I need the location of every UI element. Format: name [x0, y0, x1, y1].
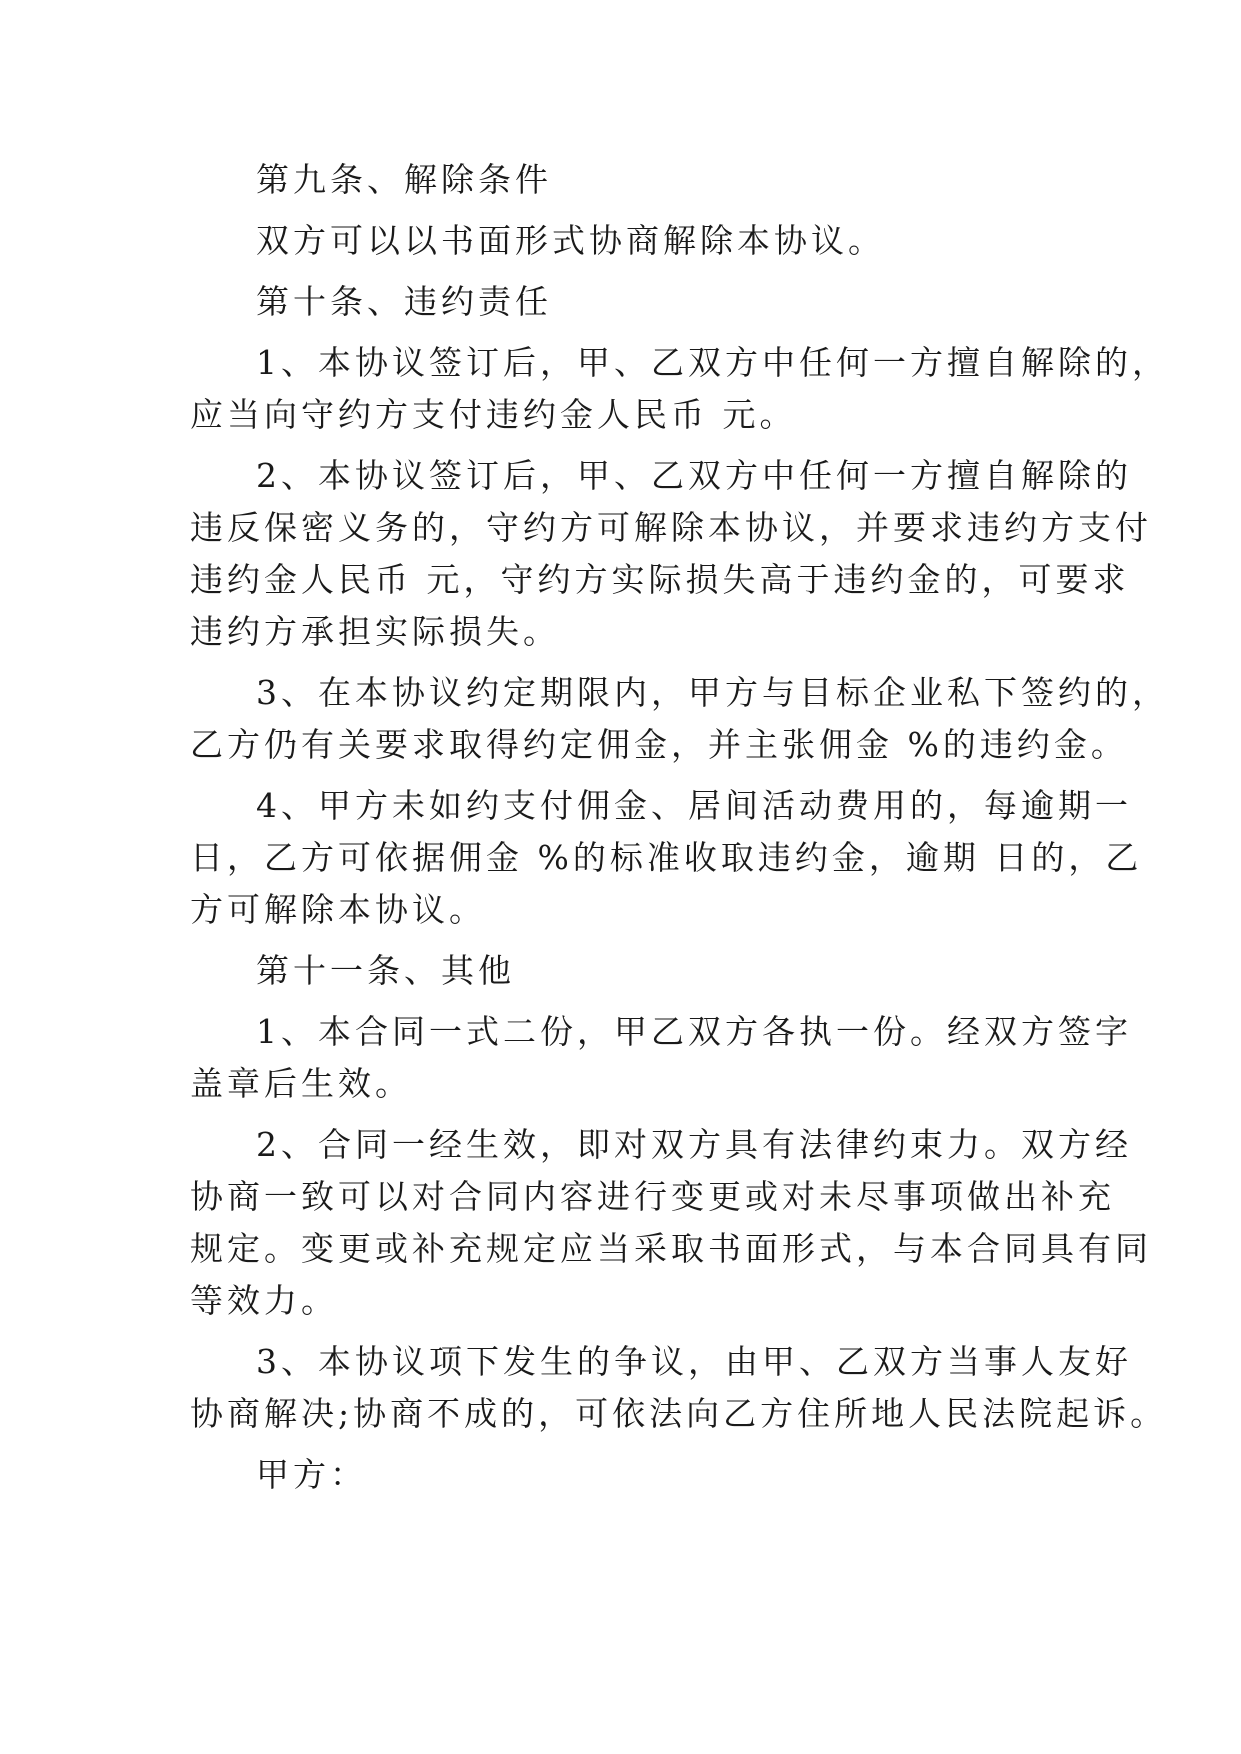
paragraph-line: 违约金人民币 元，守约方实际损失高于违约金的，可要求 [190, 560, 1130, 599]
paragraph-line: 双方可以以书面形式协商解除本协议。 [256, 221, 885, 260]
paragraph-line: 1、本合同一式二份，甲乙双方各执一份。经双方签字 [256, 1012, 1132, 1051]
paragraph-line: 乙方仍有关要求取得约定佣金，并主张佣金 %的违约金。 [190, 725, 1128, 764]
paragraph-line: 违约方承担实际损失。 [190, 612, 560, 651]
paragraph-line: 盖章后生效。 [190, 1064, 412, 1103]
paragraph-line: 应当向守约方支付违约金人民币 元。 [190, 395, 797, 434]
paragraph-line: 方可解除本协议。 [190, 890, 486, 929]
section-heading-10: 第十条、违约责任 [256, 282, 552, 321]
paragraph-line: 3、在本协议约定期限内，甲方与目标企业私下签约的， [256, 673, 1169, 712]
document-body [190, 154, 1169, 1501]
section-heading-9: 第九条、解除条件 [256, 160, 552, 199]
paragraph-line: 1、本协议签订后，甲、乙双方中任何一方擅自解除的， [256, 343, 1169, 382]
paragraph-line: 协商解决;协商不成的，可依法向乙方住所地人民法院起诉。 [190, 1394, 1168, 1433]
paragraph-line: 规定。变更或补充规定应当采取书面形式，与本合同具有同 [190, 1229, 1152, 1268]
paragraph-line: 2、合同一经生效，即对双方具有法律约束力。双方经 [256, 1125, 1132, 1164]
paragraph-line: 违反保密义务的，守约方可解除本协议，并要求违约方支付 [190, 508, 1152, 547]
paragraph-line: 3、本协议项下发生的争议，由甲、乙双方当事人友好 [256, 1342, 1132, 1381]
section-heading-11: 第十一条、其他 [256, 951, 515, 990]
paragraph-line: 协商一致可以对合同内容进行变更或对未尽事项做出补充 [190, 1177, 1115, 1216]
paragraph-line: 4、甲方未如约支付佣金、居间活动费用的，每逾期一 [256, 786, 1132, 825]
paragraph-line: 日，乙方可依据佣金 %的标准收取违约金，逾期 日的，乙 [190, 838, 1143, 877]
paragraph-line: 等效力。 [190, 1281, 338, 1320]
paragraph-line: 2、本协议签订后，甲、乙双方中任何一方擅自解除的 [256, 456, 1132, 495]
signature-label-party-a: 甲方： [256, 1455, 367, 1494]
